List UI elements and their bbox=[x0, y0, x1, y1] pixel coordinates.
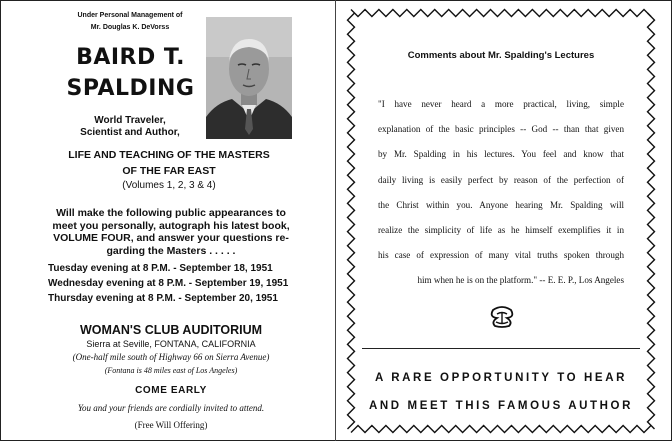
portrait-image bbox=[206, 17, 292, 139]
zigzag-edge bbox=[351, 426, 651, 433]
credential-line: Scientist and Author, bbox=[80, 127, 180, 138]
speaker-name bbox=[58, 42, 203, 104]
intro-line: Will make the following public appearances to bbox=[56, 207, 286, 219]
appearance-dates bbox=[48, 261, 308, 306]
venue-address: Sierra at Seville, FONTANA, CALIFORNIA bbox=[86, 339, 256, 349]
slogan bbox=[362, 364, 640, 420]
management-line: Under Personal Management of bbox=[77, 12, 183, 19]
decorative-ornament-icon bbox=[487, 306, 517, 328]
intro-line: garding the Masters . . . . . bbox=[106, 244, 236, 257]
credential-line: World Traveler, bbox=[94, 115, 166, 126]
quote-line: realize the simplicity of life as he himself exemplifies it in bbox=[378, 225, 624, 236]
section-rule bbox=[362, 348, 640, 349]
intro-line: meet you personally, autograph his latest book, bbox=[52, 219, 290, 232]
center-divider bbox=[335, 0, 336, 441]
zigzag-edge bbox=[351, 10, 651, 17]
quote-line: him when he is on the platform." -- E. E. P., Los Angeles bbox=[417, 275, 624, 286]
management-line: Mr. Douglas K. DeVorss bbox=[90, 24, 170, 31]
slogan-line: AND MEET THIS FAMOUS AUTHOR bbox=[369, 400, 633, 412]
quote-line: by Mr. Spalding in his lectures. You feel and know that bbox=[378, 149, 624, 160]
invitation-text: You and your friends are cordially invited to attend. bbox=[77, 403, 265, 413]
distance-note: (Fontana is 48 miles east of Los Angeles) bbox=[104, 366, 238, 375]
slogan-line: A RARE OPPORTUNITY TO HEAR bbox=[374, 372, 628, 384]
appearance-intro bbox=[40, 207, 302, 257]
venue-directions: (One-half mile south of Highway 66 on Sierra Avenue) bbox=[72, 352, 270, 362]
venue-name: WOMAN'S CLUB AUDITORIUM bbox=[79, 323, 263, 337]
comments-title: Comments about Mr. Spalding's Lectures bbox=[407, 50, 595, 61]
portrait-photo bbox=[206, 17, 292, 139]
book-title bbox=[46, 147, 292, 179]
intro-line: VOLUME FOUR, and answer your questions re- bbox=[53, 232, 289, 244]
book-title-line: OF THE FAR EAST bbox=[122, 165, 216, 177]
book-title-line: LIFE AND TEACHING OF THE MASTERS bbox=[68, 149, 270, 161]
quote-line: explanation of the basic principles -- God -- than that given bbox=[378, 124, 624, 135]
offering-note: (Free Will Offering) bbox=[134, 420, 208, 430]
name-line: SPALDING bbox=[66, 76, 195, 101]
quote-line: the Christ within you. Anyone hearing Mr. Spalding will bbox=[378, 199, 624, 210]
appearance-date: Tuesday evening at 8 P.M. - September 18, 1951 bbox=[48, 263, 273, 274]
management-credit bbox=[60, 10, 200, 34]
come-early-heading: COME EARLY bbox=[135, 385, 207, 396]
left-panel bbox=[0, 0, 335, 441]
quote-line: daily living is easily perfect by reason of the perfection of bbox=[378, 174, 624, 185]
zigzag-edge bbox=[348, 13, 355, 429]
testimonial-quote bbox=[378, 92, 624, 294]
name-line: BAIRD T. bbox=[76, 45, 185, 70]
volumes-note: (Volumes 1, 2, 3 & 4) bbox=[122, 180, 216, 191]
appearance-date: Thursday evening at 8 P.M. - September 20, 1951 bbox=[48, 293, 278, 304]
appearance-date: Wednesday evening at 8 P.M. - September 19, 1951 bbox=[48, 278, 289, 289]
zigzag-edge bbox=[648, 13, 655, 429]
quote-line: his case of expression of many vital truths spoken through bbox=[378, 250, 624, 261]
quote-line: "I have never heard a more practical, living, simple bbox=[378, 99, 624, 109]
speaker-credentials bbox=[60, 115, 200, 139]
